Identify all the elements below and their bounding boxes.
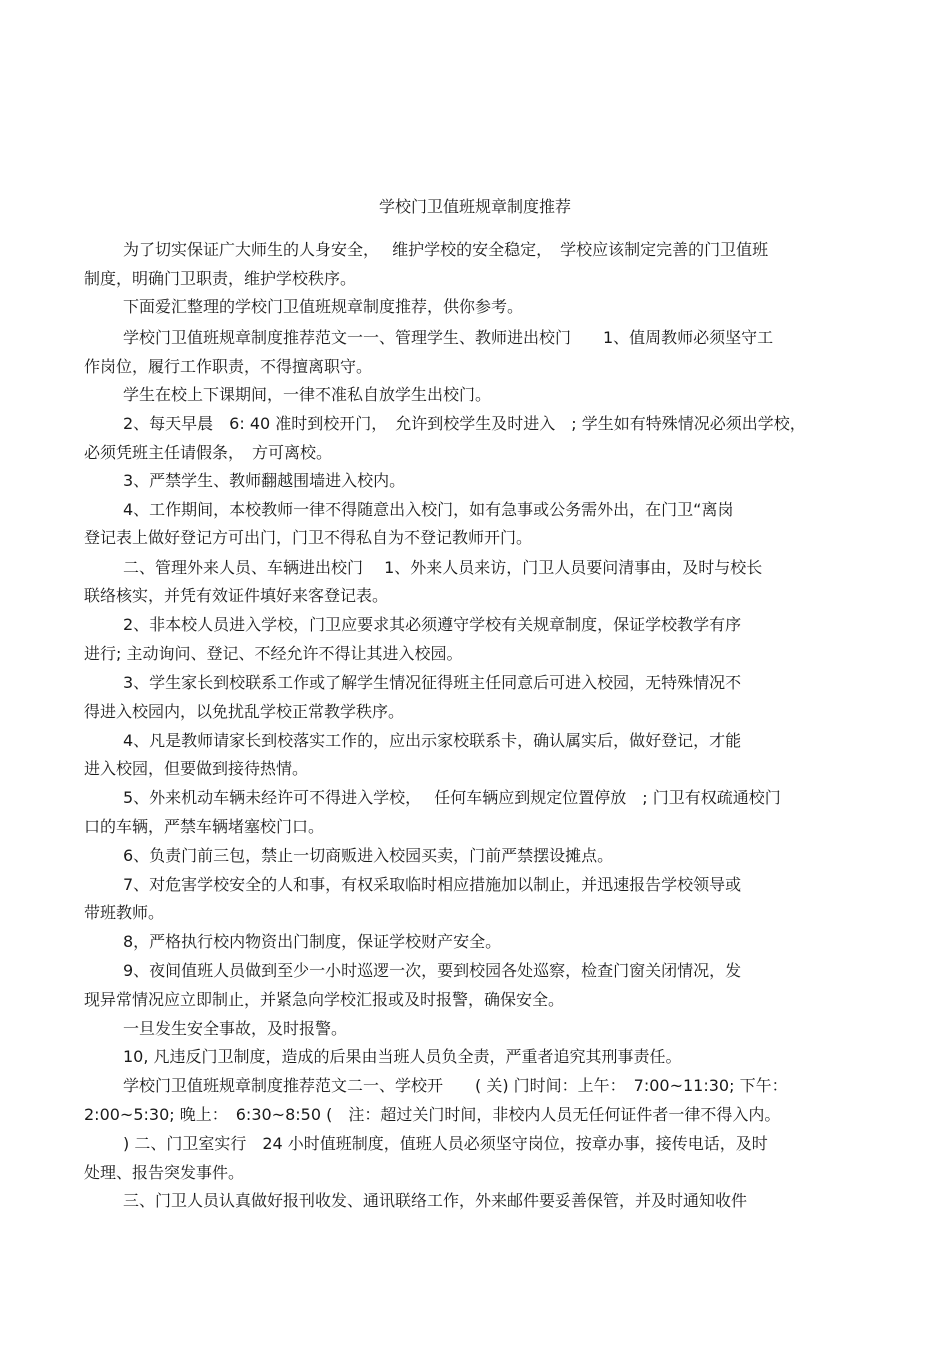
- text-line: 二、管理外来人员、车辆进出校门 1、外来人员来访，门卫人员要问清事由，及时与校长: [123, 558, 763, 577]
- text-line: 为了切实保证广大师生的人身安全， 维护学校的安全稳定， 学校应该制定完善的门卫值班: [123, 240, 769, 259]
- text-line: 学生在校上下课期间，一律不准私自放学生出校门。: [123, 385, 492, 404]
- text-line: 3、严禁学生、教师翻越围墙进入校内。: [123, 471, 406, 490]
- document-title: 学校门卫值班规章制度推荐: [378, 197, 571, 216]
- text-line: 5、外来机动车辆未经许可不得进入学校， 任何车辆应到规定位置停放 ; 门卫有权疏通校门: [123, 788, 781, 807]
- text-line: 带班教师。: [84, 903, 165, 922]
- text-line: 进行; 主动询问、登记、不经允许不得让其进入校园。: [84, 644, 463, 663]
- text-line: 下面爱汇整理的学校门卫值班规章制度推荐，供你参考。: [123, 297, 524, 316]
- text-line: 学校门卫值班规章制度推荐范文一一、管理学生、教师进出校门 1、值周教师必须坚守工: [123, 328, 774, 347]
- text-line: 学校门卫值班规章制度推荐范文二一、学校开 ( 关) 门时间：上午： 7:00~11:30; 下午：: [123, 1076, 788, 1095]
- text-line: 制度，明确门卫职责，维护学校秩序。: [84, 269, 357, 288]
- text-line: 处理、报告突发事件。: [84, 1163, 245, 1182]
- text-line: 联络核实，并凭有效证件填好来客登记表。: [84, 586, 389, 605]
- text-line: 10, 凡违反门卫制度，造成的后果由当班人员负全责，严重者追究其刑事责任。: [123, 1047, 682, 1066]
- text-line: 作岗位，履行工作职责，不得擅离职守。: [84, 357, 373, 376]
- text-line: 现异常情况应立即制止，并紧急向学校汇报或及时报警，确保安全。: [84, 990, 565, 1009]
- text-line: 2、每天早晨 6: 40 准时到校开门， 允许到校学生及时进入 ; 学生如有特殊情况必须出学校，: [123, 414, 806, 433]
- text-line: 得进入校园内，以免扰乱学校正常教学秩序。: [84, 702, 405, 721]
- text-line: 必须凭班主任请假条， 方可离校。: [84, 443, 333, 462]
- text-line: 口的车辆，严禁车辆堵塞校门口。: [84, 817, 325, 836]
- text-line: 9、夜间值班人员做到至少一小时巡逻一次，要到校园各处巡察，检查门窗关闭情况，发: [123, 961, 742, 980]
- text-line: 6、负责门前三包，禁止一切商贩进入校园买卖，门前严禁摆设摊点。: [123, 846, 614, 865]
- text-line: 2、非本校人员进入学校，门卫应要求其必须遵守学校有关规章制度，保证学校教学有序: [123, 615, 742, 634]
- text-line: 登记表上做好登记方可出门，门卫不得私自为不登记教师开门。: [84, 528, 533, 547]
- text-line: 3、学生家长到校联系工作或了解学生情况征得班主任同意后可进入校园，无特殊情况不: [123, 673, 742, 692]
- text-line: 三、门卫人员认真做好报刊收发、通讯联络工作，外来邮件要妥善保管，并及时通知收件: [123, 1191, 748, 1210]
- text-line: 2:00~5:30; 晚上： 6:30~8:50 ( 注：超过关门时间，非校内人员无任何证件者一律不得入内。: [84, 1105, 781, 1124]
- text-line: 4、凡是教师请家长到校落实工作的，应出示家校联系卡，确认属实后，做好登记，才能: [123, 731, 742, 750]
- text-line: 8，严格执行校内物资出门制度，保证学校财产安全。: [123, 932, 502, 951]
- text-line: ) 二、门卫室实行 24 小时值班制度，值班人员必须坚守岗位，按章办事，接传电话，及时: [123, 1134, 768, 1153]
- text-line: 7、对危害学校安全的人和事，有权采取临时相应措施加以制止，并迅速报告学校领导或: [123, 875, 742, 894]
- text-line: 4、工作期间，本校教师一律不得随意出入校门，如有急事或公务需外出，在门卫“离岗: [123, 500, 734, 519]
- text-line: 进入校园，但要做到接待热情。: [84, 759, 309, 778]
- text-line: 一旦发生安全事故，及时报警。: [123, 1019, 348, 1038]
